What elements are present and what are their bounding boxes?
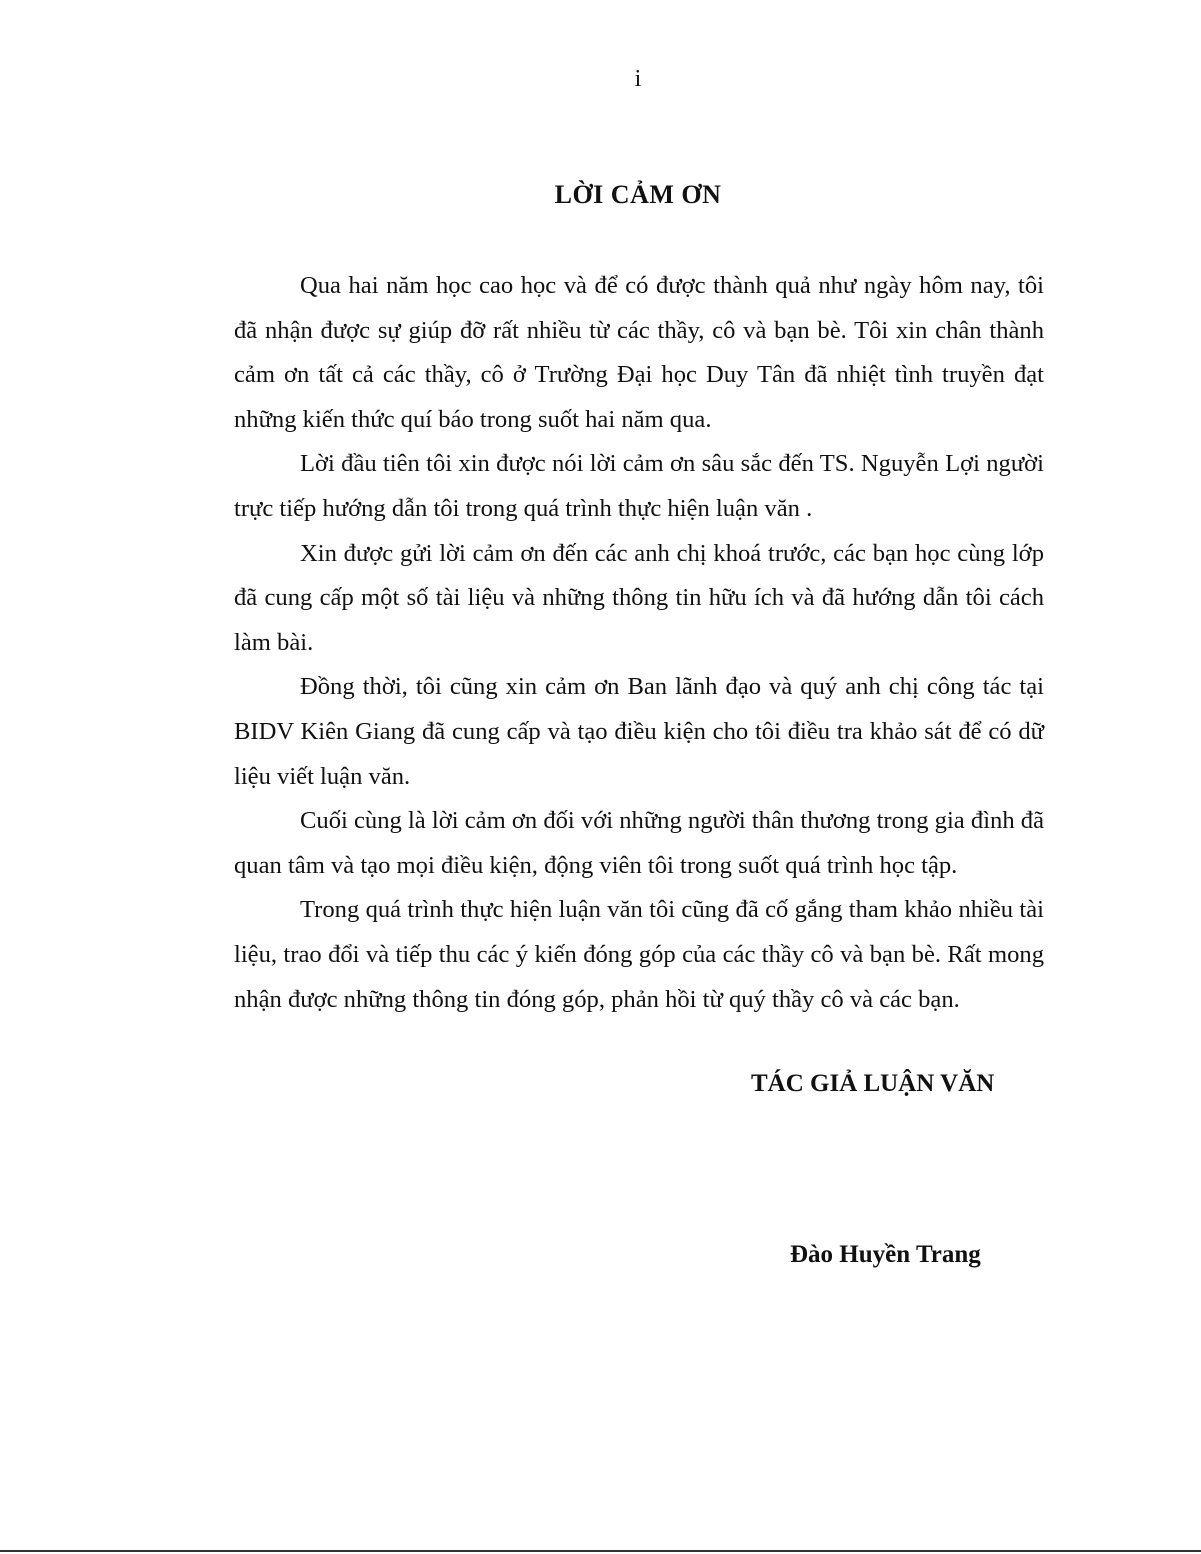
- paragraph-3: Xin được gửi lời cảm ơn đến các anh chị khoá trước, các bạn học cùng lớp đã cung cấp một số tài liệu và những thông tin hữu ích và đã hướng dẫn tôi cách làm bài.: [234, 539, 1044, 656]
- page-title: LỜI CẢM ƠN: [554, 180, 722, 209]
- paragraph-6: Trong quá trình thực hiện luận văn tôi cũng đã cố gắng tham khảo nhiều tài liệu, trao đổi và tiếp thu các ý kiến đóng góp của các thầy cô và bạn bè. Rất mong nhận được những thông tin đóng góp, phản hồi từ quý thầy cô và các bạn.: [234, 896, 1044, 1013]
- acknowledgement-body: [234, 264, 1044, 1022]
- paragraph-1: Qua hai năm học cao học và để có được thành quả như ngày hôm nay, tôi đã nhận được sự giúp đỡ rất nhiều từ các thầy, cô và bạn bè. Tôi xin chân thành cảm ơn tất cả các thầy, cô ở Trường Đại học Duy Tân đã nhiệt tình truyền đạt những kiến thức quí báo trong suốt hai năm qua.: [234, 272, 1044, 433]
- author-label: TÁC GIẢ LUẬN VĂN: [751, 1070, 995, 1097]
- page-bottom-edge: [0, 1550, 1201, 1552]
- paragraph-5: Cuối cùng là lời cảm ơn đối với những người thân thương trong gia đình đã quan tâm và tạo mọi điều kiện, động viên tôi trong suốt quá trình học tập.: [234, 807, 1044, 879]
- paragraph-2: Lời đầu tiên tôi xin được nói lời cảm ơn sâu sắc đến TS. Nguyễn Lợi người trực tiếp hướng dẫn tôi trong quá trình thực hiện luận văn .: [234, 450, 1044, 522]
- author-name: Đào Huyền Trang: [790, 1241, 981, 1268]
- page-number: i: [634, 66, 642, 92]
- paragraph-4: Đồng thời, tôi cũng xin cảm ơn Ban lãnh đạo và quý anh chị công tác tại BIDV Kiên Giang đã cung cấp và tạo điều kiện cho tôi điều tra khảo sát để có dữ liệu viết luận văn.: [234, 673, 1044, 790]
